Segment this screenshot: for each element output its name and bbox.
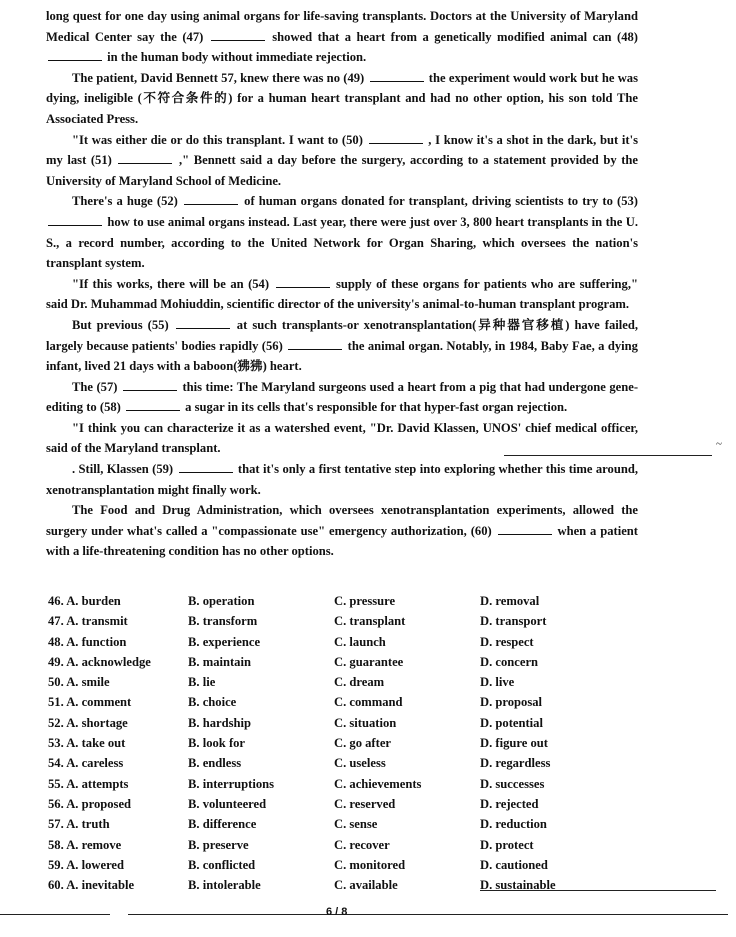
option-choice: D. proposal (480, 695, 543, 710)
blank-48 (48, 48, 102, 61)
passage-text: at such transplants-or xenotransplantation(异种器官移植) have failed, largely because patients' bodies rapidly (56) (46, 317, 638, 353)
option-choice: 58. A. remove (48, 837, 122, 852)
passage-text: The (57) (72, 379, 118, 394)
option-choice: B. operation (188, 594, 255, 608)
passage-text: when a patient with a life-threatening condition has no other options. (46, 523, 638, 559)
blank-54 (276, 275, 330, 288)
passage-text: in the human body without immediate rejection. (107, 50, 367, 65)
option-choice: B. difference (188, 817, 257, 832)
option-row (48, 635, 648, 655)
option-choice: 49. A. acknowledge (48, 654, 151, 669)
passage-text: the experiment would work but he was dying, ineligible (不符合条件的) for a human heart transplant and had no other option, his son told The Associated Press. (46, 70, 639, 126)
passage-text: "I think you can characterize it as a watershed event, "Dr. David Klassen, UNOS' chief medical officer, said of the Maryland transplant. (46, 420, 638, 456)
passage-text: supply of these organs for patients who are suffering," said Dr. Muhammad Mohiuddin, scientific director of the university's animal-to-human transplant program. (46, 276, 638, 312)
option-choice: D. concern (480, 654, 539, 669)
passage-text: "If this works, there will be an (54) (72, 276, 270, 291)
option-choice: 51. A. comment (48, 695, 132, 710)
blank-52 (184, 192, 238, 205)
option-choice: 50. A. smile (48, 675, 110, 690)
reading-passage (46, 6, 638, 562)
option-row (48, 858, 648, 878)
option-choice: B. endless (188, 756, 242, 771)
passage-text: the animal organ. Notably, in 1984, Baby Fae, a dying infant, lived 21 days with a baboon(狒狒) heart. (46, 338, 638, 374)
blank-53 (48, 213, 102, 226)
option-choice: C. situation (334, 715, 397, 730)
paragraph-4 (46, 191, 638, 273)
passage-text: long quest for one day using animal organs for life-saving transplants. Doctors at the University of Maryland Medical Center say the (47) (46, 9, 638, 44)
blank-58 (126, 398, 180, 411)
option-choice: C. available (334, 878, 398, 893)
option-choice: D. sustainable (480, 878, 556, 893)
option-choice: C. dream (334, 675, 385, 690)
passage-text: showed that a heart from a genetically modified animal can (48) (272, 29, 638, 44)
option-row (48, 655, 648, 675)
option-choice: B. intolerable (188, 878, 261, 893)
option-choice: D. regardless (480, 756, 551, 771)
option-choice: D. potential (480, 715, 543, 730)
option-row (48, 777, 648, 797)
option-choice: C. recover (334, 837, 390, 852)
divider-line (504, 455, 712, 456)
option-choice: B. experience (188, 634, 261, 649)
option-row (48, 695, 648, 715)
passage-text: that it's only a first tentative step into exploring whether this time around, xenotransplantation might finally work. (46, 462, 639, 497)
option-row (48, 736, 648, 756)
paragraph-1 (46, 6, 638, 68)
divider-line (480, 890, 716, 891)
option-choice: 47. A. transmit (48, 614, 128, 629)
blank-51 (118, 151, 172, 164)
option-choice: B. choice (188, 695, 237, 710)
option-choice: B. volunteered (188, 796, 267, 811)
passage-text: ," Bennett said a day before the surgery, according to a statement provided by the University of Maryland School of Medicine. (46, 153, 638, 188)
blank-57 (123, 378, 177, 391)
option-choice: 59. A. lowered (48, 857, 125, 872)
blank-49 (370, 69, 424, 82)
answer-options (48, 594, 648, 898)
option-choice: C. sense (334, 817, 378, 832)
option-choice: B. transform (188, 614, 258, 629)
option-row (48, 675, 648, 695)
option-row (48, 838, 648, 858)
passage-text: "It was either die or do this transplant. I want to (50) (72, 132, 363, 147)
option-choice: D. protect (480, 837, 534, 852)
paragraph-5 (46, 274, 638, 315)
passage-text: a sugar in its cells that's responsible for that hyper-fast organ rejection. (185, 400, 568, 415)
option-choice: 60. A. inevitable (48, 878, 135, 893)
option-choice: 55. A. attempts (48, 776, 129, 791)
passage-text: how to use animal organs instead. Last year, there were just over 3, 800 heart transplants in the U. S., a record number, according to the United Network for Organ Sharing, which oversees the nation's transplant system. (46, 214, 638, 271)
option-choice: D. removal (480, 594, 540, 608)
paragraph-3 (46, 130, 638, 192)
option-choice: C. command (334, 695, 403, 710)
option-choice: D. rejected (480, 796, 539, 811)
paragraph-6 (46, 315, 638, 377)
option-choice: D. respect (480, 634, 534, 649)
blank-59 (179, 460, 233, 473)
option-row (48, 594, 648, 614)
option-choice: B. hardship (188, 715, 251, 730)
option-choice: B. interruptions (188, 776, 275, 791)
option-choice: 46. A. burden (48, 594, 121, 608)
option-choice: B. lie (188, 675, 216, 690)
option-choice: D. transport (480, 614, 547, 629)
option-choice: C. go after (334, 736, 391, 751)
option-choice: D. figure out (480, 736, 548, 751)
option-choice: B. conflicted (188, 857, 256, 872)
paragraph-8 (46, 418, 638, 459)
option-row (48, 817, 648, 837)
paragraph-7 (46, 377, 638, 418)
option-choice: D. reduction (480, 817, 547, 832)
option-choice: C. pressure (334, 594, 396, 608)
blank-60 (498, 522, 552, 535)
paragraph-9 (46, 459, 638, 500)
option-choice: C. useless (334, 756, 386, 771)
passage-text: The patient, David Bennett 57, knew there was no (49) (72, 70, 365, 85)
option-choice: 54. A. careless (48, 756, 124, 771)
paragraph-2 (46, 68, 638, 130)
option-choice: D. successes (480, 776, 545, 791)
option-choice: 57. A. truth (48, 817, 110, 832)
option-row (48, 797, 648, 817)
option-row (48, 614, 648, 634)
option-choice: 48. A. function (48, 634, 127, 649)
divider-line (128, 914, 728, 915)
passage-text: , I know it's a shot in the dark, but it's my last (51) (46, 132, 638, 168)
blank-56 (288, 337, 342, 350)
passage-text: But previous (55) (72, 317, 169, 332)
option-choice: 56. A. proposed (48, 796, 132, 811)
passage-text: There's a huge (52) (72, 194, 178, 209)
passage-text: The Food and Drug Administration, which oversees xenotransplantation experiments, allowed the surgery under what's called a "compassionate use" emergency authorization, (60) (46, 503, 638, 538)
blank-47 (211, 28, 265, 41)
option-choice: B. preserve (188, 837, 249, 852)
divider-line (0, 914, 110, 915)
paragraph-10 (46, 500, 638, 562)
option-choice: D. cautioned (480, 857, 548, 872)
option-choice: B. look for (188, 736, 246, 751)
option-row (48, 756, 648, 776)
passage-text: of human organs donated for transplant, driving scientists to try to (53) (244, 194, 639, 209)
option-choice: C. transplant (334, 614, 406, 629)
option-choice: C. monitored (334, 857, 406, 872)
option-choice: 53. A. take out (48, 736, 126, 751)
option-choice: 52. A. shortage (48, 715, 128, 730)
page-number: 6 / 8 (326, 906, 348, 918)
option-choice: D. live (480, 675, 515, 690)
option-choice: C. guarantee (334, 654, 404, 669)
option-row (48, 878, 648, 898)
option-choice: C. achievements (334, 776, 422, 791)
blank-50 (369, 131, 423, 144)
blank-55 (176, 316, 230, 329)
passage-text: . Still, Klassen (59) (72, 462, 174, 477)
option-choice: C. reserved (334, 796, 396, 811)
passage-text: this time: The Maryland surgeons used a heart from a pig that had undergone gene-editing to (58) (46, 379, 639, 415)
option-row (48, 716, 648, 736)
side-mark: ~ (716, 438, 722, 450)
option-choice: C. launch (334, 634, 386, 649)
option-choice: B. maintain (188, 654, 251, 669)
